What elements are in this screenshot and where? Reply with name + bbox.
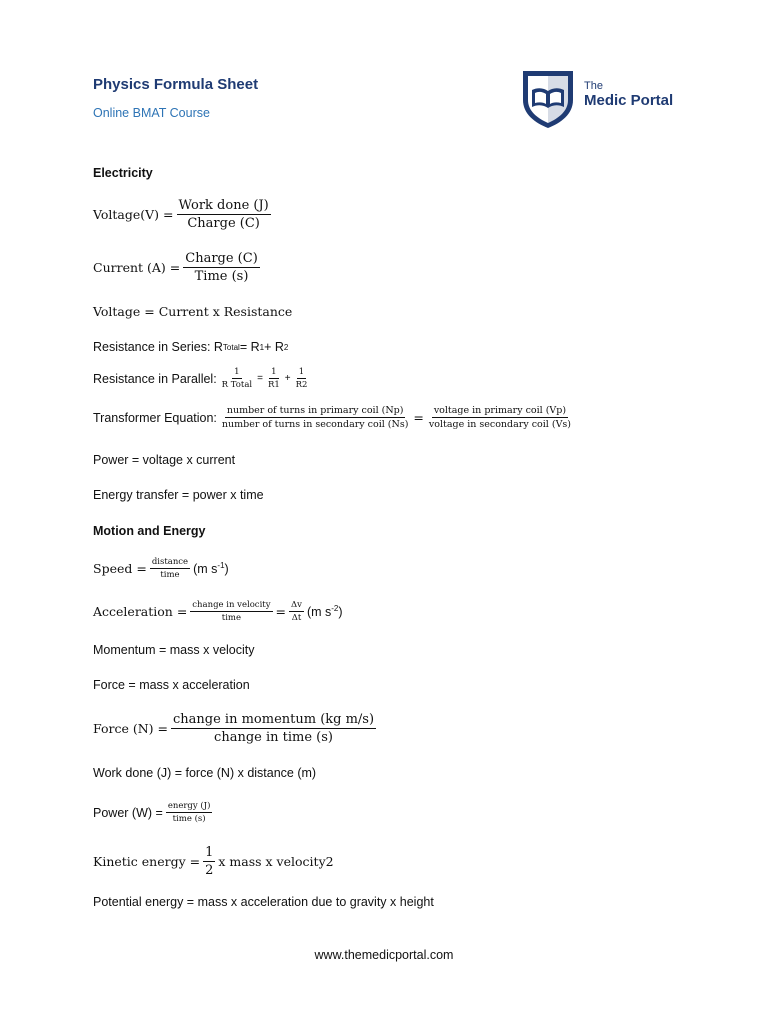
current-numerator: Charge (C) <box>185 251 258 266</box>
speed-fraction <box>150 557 190 580</box>
parallel-n3: 1 <box>298 367 305 377</box>
kinetic-denominator: 2 <box>205 863 214 878</box>
parallel-d2: R1 <box>267 380 280 390</box>
acceleration-numerator: change in velocity <box>192 600 271 610</box>
formula-energy-transfer: Energy transfer = power x time <box>93 488 264 502</box>
power-w-numerator: energy (J) <box>167 801 211 811</box>
parallel-d1: R Total <box>221 380 253 390</box>
kinetic-numerator: 1 <box>205 845 214 860</box>
kinetic-lhs: Kinetic energy = <box>93 854 201 869</box>
voltage-fraction <box>177 198 271 231</box>
parallel-fraction-r1 <box>266 367 282 390</box>
formula-force-momentum <box>93 712 379 745</box>
formula-ohms-law: Voltage = Current x Resistance <box>93 304 293 319</box>
force-n-numerator: change in momentum (kg m/s) <box>173 712 375 727</box>
parallel-fraction-r2 <box>294 367 310 390</box>
acceleration-unit <box>307 604 343 619</box>
acceleration-lhs: Acceleration = <box>93 604 188 619</box>
acceleration-eq: = <box>275 604 286 619</box>
acceleration-delta-t: Δt <box>291 613 302 623</box>
transformer-label: Transformer Equation: <box>93 410 217 425</box>
parallel-n2: 1 <box>271 367 277 377</box>
acceleration-delta-v: Δv <box>291 600 302 610</box>
brand-name: Medic Portal <box>584 92 674 109</box>
page-subtitle: Online BMAT Course <box>93 106 210 120</box>
transformer-num-left: number of turns in primary coil (Np) <box>226 405 404 416</box>
power-w-lhs: Power (W) = <box>93 805 163 820</box>
current-fraction <box>183 251 260 284</box>
formula-resistance-series <box>93 340 288 354</box>
speed-unit-sup: -1 <box>217 560 225 570</box>
page-title: Physics Formula Sheet <box>93 76 259 93</box>
formula-power-watts <box>93 801 215 824</box>
force-n-fraction <box>171 712 376 745</box>
formula-force: Force = mass x acceleration <box>93 678 250 692</box>
current-lhs: Current (A) = <box>93 260 181 275</box>
voltage-lhs: Voltage(V) = <box>93 207 174 222</box>
formula-potential-energy: Potential energy = mass x acceleration due to gravity x height <box>93 895 434 909</box>
speed-unit-pre: (m s <box>193 562 218 577</box>
transformer-den-right: voltage in secondary coil (Vs) <box>428 419 572 430</box>
transformer-den-left: number of turns in secondary coil (Ns) <box>221 419 409 430</box>
speed-numerator: distance <box>151 557 189 567</box>
kinetic-fraction <box>203 845 215 878</box>
series-plus: + R <box>264 340 284 354</box>
acceleration-unit-post: ) <box>338 605 343 620</box>
kinetic-rhs: x mass x velocity2 <box>218 854 334 869</box>
formula-current <box>93 251 263 284</box>
footer-url[interactable]: www.themedicportal.com <box>314 948 454 962</box>
section-heading-motion: Motion and Energy <box>93 524 206 538</box>
formula-voltage <box>93 198 274 231</box>
speed-lhs: Speed = <box>93 561 147 576</box>
acceleration-denominator: time <box>221 613 242 623</box>
brand-the: The <box>584 80 603 92</box>
series-sub-total: Total <box>222 342 240 352</box>
acceleration-unit-sup: -2 <box>331 603 339 613</box>
power-w-denominator: time (s) <box>172 814 206 824</box>
parallel-eq: = <box>257 373 263 384</box>
formula-work-done: Work done (J) = force (N) x distance (m) <box>93 766 317 780</box>
transformer-fraction-turns <box>220 405 411 430</box>
speed-denominator: time <box>160 570 180 580</box>
parallel-label: Resistance in Parallel: <box>93 371 217 386</box>
transformer-fraction-voltage <box>427 405 573 430</box>
medic-portal-logo <box>519 68 577 135</box>
section-heading-electricity: Electricity <box>93 166 153 180</box>
shield-book-icon <box>519 68 577 130</box>
formula-transformer <box>93 405 576 430</box>
formula-acceleration <box>93 600 343 623</box>
acceleration-fraction <box>190 600 272 623</box>
voltage-denominator: Charge (C) <box>187 216 260 231</box>
formula-momentum: Momentum = mass x velocity <box>93 643 255 657</box>
parallel-plus: + <box>284 373 291 384</box>
force-n-lhs: Force (N) = <box>93 721 168 736</box>
formula-resistance-parallel <box>93 367 312 390</box>
voltage-numerator: Work done (J) <box>178 198 269 213</box>
speed-unit <box>193 561 229 576</box>
current-denominator: Time (s) <box>194 269 249 284</box>
formula-power: Power = voltage x current <box>93 453 236 467</box>
acceleration-delta-fraction <box>289 600 304 623</box>
transformer-eq: = <box>413 410 424 425</box>
speed-unit-post: ) <box>224 562 229 577</box>
series-label: Resistance in Series: R <box>93 340 223 354</box>
acceleration-unit-pre: (m s <box>306 605 332 620</box>
series-eq: = R <box>239 340 260 354</box>
parallel-fraction-total <box>220 367 254 390</box>
formula-speed <box>93 557 229 580</box>
transformer-num-right: voltage in primary coil (Vp) <box>433 405 567 416</box>
parallel-n1: 1 <box>234 367 240 377</box>
power-w-fraction <box>166 801 213 824</box>
series-sub-2: 2 <box>283 342 289 352</box>
force-n-denominator: change in time (s) <box>214 730 333 745</box>
series-sub-1: 1 <box>259 342 265 352</box>
parallel-d3: R2 <box>295 380 308 390</box>
formula-kinetic-energy <box>93 845 334 878</box>
